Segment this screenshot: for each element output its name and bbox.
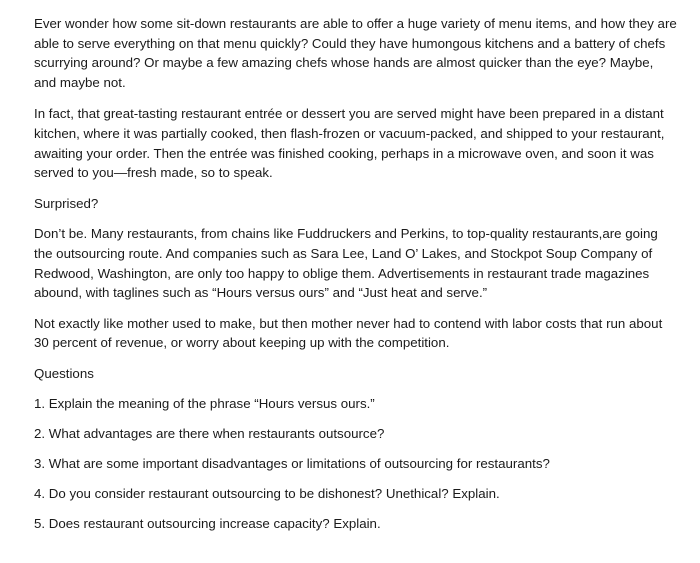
question-item: 2. What advantages are there when restaurants outsource? xyxy=(34,425,385,441)
paragraph-intro: Ever wonder how some sit-down restaurants are able to offer a huge variety of menu items, and how they are able to serve everything on that menu quickly? Could they have humongous kitchens and a battery of chefs scurrying around? Or maybe a few amazing chefs whose hands are almost quicker than the eye? Maybe, and maybe not. xyxy=(34,16,677,90)
paragraph-dont-be: Don’t be. Many restaurants, from chains like Fuddruckers and Perkins, to top-quality restaurants,are going the outsourcing route. And companies such as Sara Lee, Land O’ Lakes, and Stockpot Soup Company of Redwood, Washington, are only too happy to oblige them. Advertisements in restaurant trade magazines abound, with taglines such as “Hours versus ours” and “Just heat and serve.” xyxy=(34,226,658,301)
questions-list xyxy=(34,394,678,534)
question-item: 3. What are some important disadvantages or limitations of outsourcing for restaurants? xyxy=(34,455,550,471)
question-item: 1. Explain the meaning of the phrase “Hours versus ours.” xyxy=(34,395,375,411)
paragraph-surprised: Surprised? xyxy=(34,195,99,211)
question-item: 5. Does restaurant outsourcing increase capacity? Explain. xyxy=(34,515,381,531)
paragraph-in-fact: In fact, that great-tasting restaurant entrée or dessert you are served might have been prepared in a distant kitchen, where it was partially cooked, then flash-frozen or vacuum-packed, and shipped to your restaurant, awaiting your order. Then the entrée was finished cooking, perhaps in a microwave oven, and soon it was served to you—fresh made, so to speak. xyxy=(34,106,665,181)
paragraph-mother: Not exactly like mother used to make, but then mother never had to contend with labor costs that run about 30 percent of revenue, or worry about keeping up with the competition. xyxy=(34,315,663,351)
questions-heading: Questions xyxy=(34,365,94,381)
question-item: 4. Do you consider restaurant outsourcing to be dishonest? Unethical? Explain. xyxy=(34,485,500,501)
